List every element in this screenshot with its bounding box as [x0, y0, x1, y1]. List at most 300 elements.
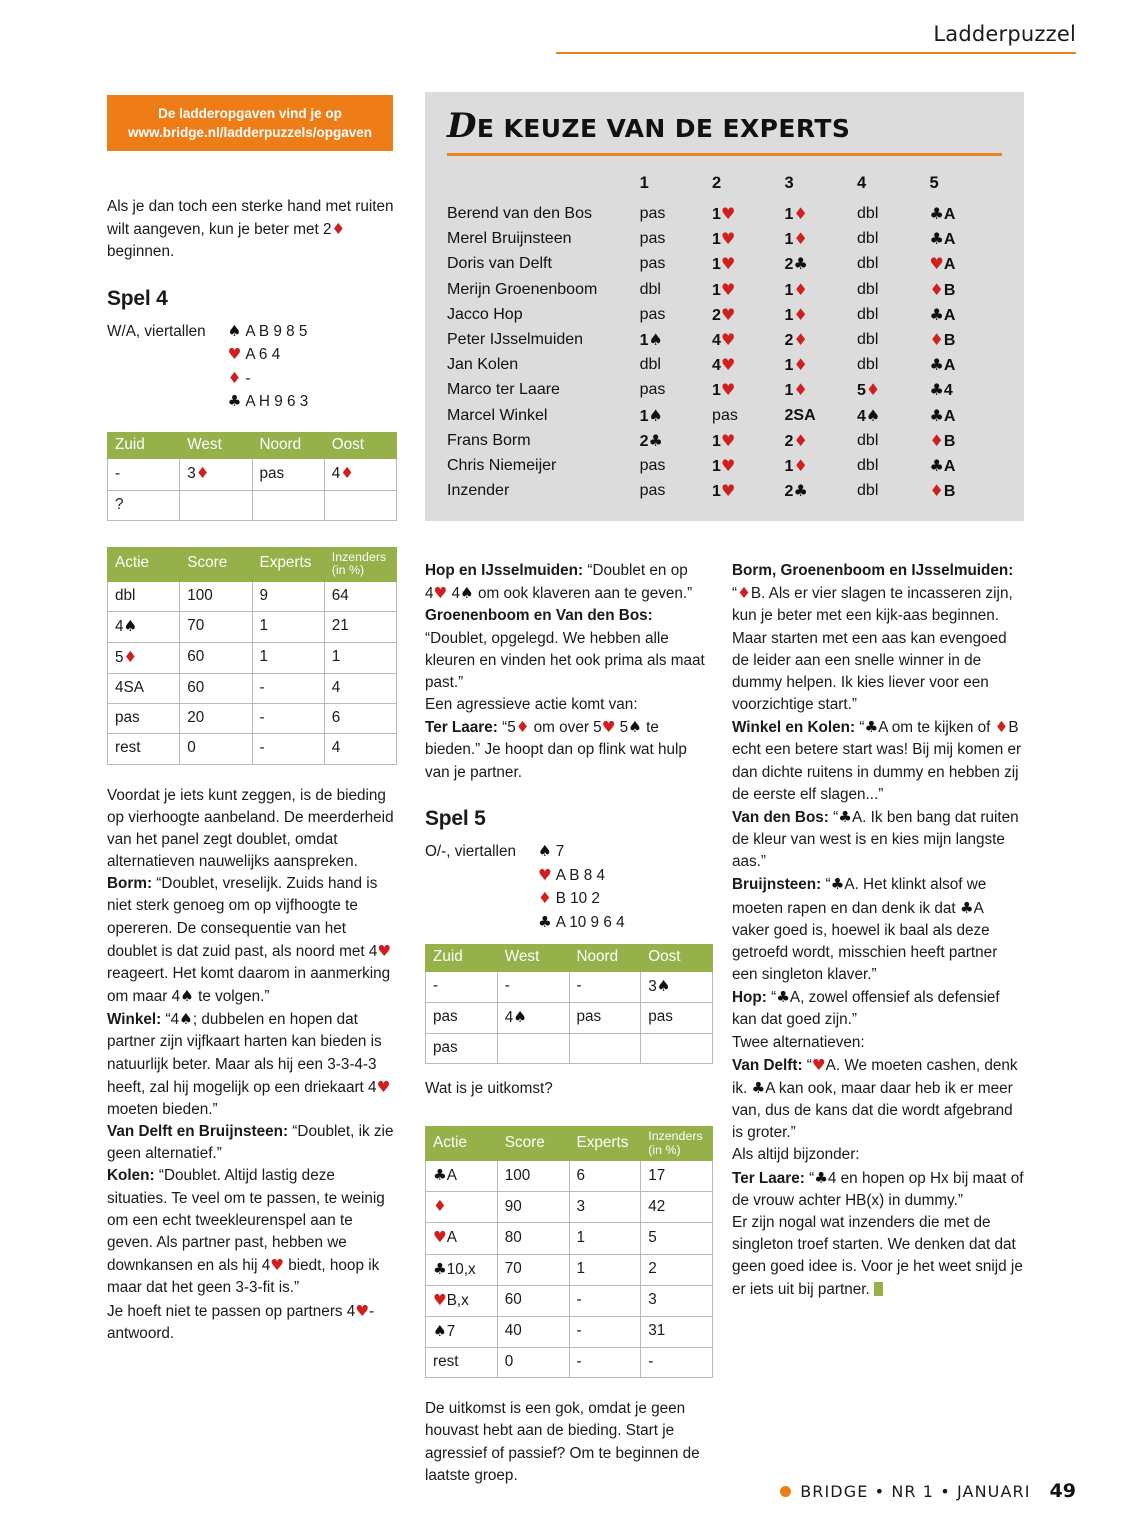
- expert-name: Inzender: [447, 482, 510, 500]
- quote-text-vandenbos: “♣A. Ik ben bang dat ruiten de kleur van west is en kies mijn langste aas.”: [732, 807, 1019, 871]
- table-cell: -: [252, 734, 324, 764]
- table-cell: pas: [426, 1033, 498, 1063]
- expert-bid-2: 1♥: [712, 380, 736, 400]
- spel5-title: Spel 5: [425, 806, 486, 830]
- quote-speaker-vandelft: Van Delft en Bruijnsteen:: [107, 1123, 289, 1141]
- expert-bid-1: dbl: [639, 356, 661, 374]
- table-cell: 4♠: [108, 611, 180, 642]
- quote-speaker-hop: Hop:: [732, 989, 767, 1007]
- table-cell: 1: [252, 642, 324, 673]
- quote-text-terlaare: “5♦ om over 5♥ 5♠ te bieden.” Je hoopt dan op flink wat hulp van je partner.: [425, 718, 687, 781]
- expert-name: Merijn Groenenboom: [447, 280, 598, 298]
- experts-panel-title: [425, 92, 1024, 146]
- heart-icon: ♥: [537, 865, 552, 884]
- table-row: [426, 1002, 713, 1033]
- expert-bid-1: pas: [639, 255, 666, 273]
- table-cell: -: [426, 971, 498, 1002]
- expert-name: Jacco Hop: [447, 305, 523, 323]
- table-cell: 4♦: [324, 459, 396, 490]
- score-col-inzenders: [324, 547, 396, 581]
- expert-bid-4: dbl: [857, 431, 879, 449]
- mid-quote-hop: [425, 560, 713, 605]
- table-cell: pas: [108, 704, 180, 734]
- heart-icon: ♥: [227, 345, 242, 364]
- expert-bid-3: 1♦: [784, 229, 808, 249]
- expert-bid-1: 2♣: [639, 430, 663, 450]
- table-cell: pas: [641, 1002, 713, 1033]
- right-quote-vandelft: [732, 1054, 1024, 1145]
- expert-bid-3: 2SA: [784, 406, 816, 424]
- experts-col-name: [447, 174, 640, 202]
- table-cell: rest: [426, 1348, 498, 1378]
- experts-col-2: 2: [712, 173, 722, 192]
- table-row: [426, 1033, 713, 1063]
- expert-bid-5: ♥A: [929, 254, 956, 274]
- expert-bid-1: pas: [639, 205, 666, 223]
- quote-speaker-winkel: Winkel:: [107, 1011, 162, 1029]
- table-header-row: [108, 547, 397, 581]
- spel5-hand-diagram: [425, 840, 713, 934]
- right-lead-in-2: Als altijd bijzonder:: [732, 1146, 860, 1164]
- quote-speaker-borm: Borm:: [107, 875, 153, 893]
- expert-bid-5: ♦B: [929, 430, 956, 450]
- table-cell: 70: [497, 1254, 569, 1285]
- inzenders-line-1: Inzenders: [648, 1129, 703, 1144]
- spel5-score-table: [425, 1126, 713, 1378]
- experts-table-header-row: [447, 174, 1002, 202]
- end-of-article-mark: [874, 1282, 883, 1296]
- experts-row: [447, 353, 1002, 378]
- expert-bid-2: pas: [712, 406, 738, 424]
- expert-bid-3: 2♣: [784, 481, 808, 501]
- spel4-hand-diagram: [107, 320, 397, 414]
- table-cell: 60: [180, 674, 252, 704]
- quote-text-vandelft: “Doublet, ik zie geen alternatief.”: [107, 1123, 394, 1163]
- left-para-1: Voordat je iets kunt zeggen, is de bieding op vierhoogte aanbeland. De meerderheid van het panel zegt doublet, omdat alternatieven nauwelijks aanspreken.: [107, 786, 394, 871]
- spel5-spades: 7: [555, 843, 565, 861]
- quote-text-kolen: “Doublet. Altijd lastig deze situaties. Te veel om te passen, te weinig om een echt tweekleurenspel aan te geven. Als partner past, hebben we downkansen en als hij 4♥ biedt, hoop ik maar dat het geen 3-3-fit is.”: [107, 1167, 385, 1297]
- experts-row: [447, 302, 1002, 327]
- right-quote-winkel: [732, 716, 1024, 806]
- spel4-spades: A B 9 8 5: [245, 322, 308, 340]
- table-cell: 1: [569, 1254, 641, 1285]
- expert-name: Merel Bruijnsteen: [447, 230, 572, 248]
- expert-bid-4: dbl: [857, 456, 879, 474]
- spel5-hearts: A B 8 4: [555, 866, 606, 884]
- footer-text: BRIDGE • NR 1 • JANUARI: [800, 1481, 1031, 1501]
- right-quote-terlaare: [732, 1167, 1024, 1212]
- expert-bid-1: pas: [639, 305, 666, 323]
- table-cell: 60: [180, 642, 252, 673]
- spade-icon: ♠: [537, 842, 552, 861]
- left-intro: Als je dan toch een sterke hand met ruiten wilt aangeven, kun je beter met 2♦ beginnen.: [107, 198, 394, 261]
- spel4-diamonds: -: [245, 369, 251, 387]
- quote-text-hop: “♣A, zowel offensief als defensief kan dat goed zijn.”: [732, 988, 1000, 1029]
- expert-bid-2: 1♥: [712, 229, 736, 249]
- expert-bid-5: ♣A: [929, 405, 956, 425]
- table-cell: ♥A: [426, 1223, 498, 1254]
- experts-row: [447, 403, 1002, 428]
- diamond-icon: ♦: [537, 889, 552, 908]
- score-col-score: Score: [497, 1127, 569, 1161]
- expert-bid-4: 5♦: [857, 380, 881, 400]
- score-col-experts: Experts: [569, 1127, 641, 1161]
- expert-bid-4: dbl: [857, 280, 879, 298]
- spel5-clubs-line: [538, 911, 625, 934]
- experts-col-4: 4: [857, 173, 867, 192]
- table-cell: 4: [324, 734, 396, 764]
- expert-bid-5: ♣A: [929, 204, 956, 224]
- expert-bid-5: ♣4: [929, 380, 953, 400]
- table-cell: -: [641, 1348, 713, 1378]
- table-cell: 6: [569, 1161, 641, 1192]
- table-row: [426, 1192, 713, 1223]
- promo-url[interactable]: www.bridge.nl/ladderpuzzels/opgaven: [127, 125, 373, 140]
- table-header-row: [426, 945, 713, 972]
- table-cell: 3♠: [641, 971, 713, 1002]
- spel5-clubs: A 10 9 6 4: [555, 913, 625, 931]
- score-col-score: Score: [180, 547, 252, 581]
- table-row: [426, 1254, 713, 1285]
- table-header-row: [426, 1127, 713, 1161]
- inzenders-line-1: Inzenders: [331, 549, 387, 564]
- expert-name: Marcel Winkel: [447, 406, 548, 424]
- club-icon: ♣: [227, 392, 242, 411]
- expert-bid-2: 2♥: [712, 304, 736, 324]
- table-cell: 60: [497, 1285, 569, 1316]
- table-cell: 3: [569, 1192, 641, 1223]
- expert-bid-2: 1♥: [712, 455, 736, 475]
- table-row: [426, 1285, 713, 1316]
- expert-name: Marco ter Laare: [447, 381, 560, 399]
- score-col-experts: Experts: [252, 547, 324, 581]
- table-cell: -: [252, 674, 324, 704]
- table-cell: 2: [641, 1254, 713, 1285]
- expert-bid-1: dbl: [639, 280, 661, 298]
- quote-speaker-hop: Hop en IJsselmuiden:: [425, 562, 584, 579]
- left-quote-borm: [107, 873, 397, 1008]
- left-quote-winkel: [107, 1008, 397, 1121]
- expert-bid-2: 1♥: [712, 481, 736, 501]
- quote-text-hop: “Doublet en op 4♥ 4♠ om ook klaveren aan te geven.”: [425, 562, 693, 603]
- quote-speaker-bruijnsteen: Bruijnsteen:: [732, 876, 822, 894]
- promo-box: [107, 95, 393, 151]
- page-header: [556, 22, 1076, 54]
- table-cell: ?: [108, 490, 180, 520]
- club-icon: ♣: [537, 912, 552, 931]
- table-row: [108, 459, 397, 490]
- table-cell: pas: [569, 1002, 641, 1033]
- experts-row: [447, 202, 1002, 227]
- table-cell: 1: [252, 611, 324, 642]
- spel5-bidding-table: [425, 944, 713, 1064]
- table-cell: -: [569, 1316, 641, 1347]
- experts-table: [447, 174, 1002, 504]
- table-cell: 5♦: [108, 642, 180, 673]
- spel5-hand-lines: [538, 840, 625, 934]
- experts-row: [447, 479, 1002, 504]
- quote-speaker-terlaare: Ter Laare:: [425, 719, 498, 737]
- experts-row: [447, 327, 1002, 352]
- table-cell: ♥B,x: [426, 1285, 498, 1316]
- score-col-actie: Actie: [108, 547, 180, 581]
- experts-panel: [425, 92, 1024, 521]
- table-col-zuid: Zuid: [108, 432, 180, 459]
- expert-bid-4: 4♠: [857, 405, 881, 425]
- table-cell: [641, 1033, 713, 1063]
- table-cell: 64: [324, 581, 396, 611]
- quote-speaker-kolen: Kolen:: [107, 1167, 155, 1185]
- spel4-diamonds-line: [228, 367, 309, 390]
- table-cell: 4: [324, 674, 396, 704]
- table-cell: 3♦: [180, 459, 252, 490]
- table-cell: rest: [108, 734, 180, 764]
- expert-bid-4: dbl: [857, 482, 879, 500]
- table-cell: ♣A: [426, 1161, 498, 1192]
- table-col-oost: Oost: [324, 432, 396, 459]
- expert-bid-3: 2♣: [784, 254, 808, 274]
- experts-row: [447, 277, 1002, 302]
- spel5-question: Wat is je uitkomst?: [425, 1080, 553, 1098]
- expert-bid-5: ♣A: [929, 455, 956, 475]
- mid-closing: De uitkomst is een gok, omdat je geen houvast hebt aan de bieding. Start je agressief of passief? Om te beginnen de laatste groep.: [425, 1400, 700, 1484]
- table-col-noord: Noord: [252, 432, 324, 459]
- experts-col-3: 3: [784, 173, 794, 192]
- expert-bid-2: 4♥: [712, 330, 736, 350]
- experts-row: [447, 378, 1002, 403]
- column-left: [107, 196, 397, 1345]
- expert-bid-5: ♦B: [929, 279, 956, 299]
- experts-row: [447, 252, 1002, 277]
- diamond-icon: ♦: [227, 368, 242, 387]
- table-col-noord: Noord: [569, 945, 641, 972]
- score-col-inzenders: [641, 1127, 713, 1161]
- spel4-clubs-line: [228, 390, 309, 413]
- expert-bid-2: 1♥: [712, 254, 736, 274]
- table-cell: 80: [497, 1223, 569, 1254]
- left-quote-vandelft: [107, 1121, 397, 1165]
- header-rule: [556, 52, 1076, 54]
- spel5-seat-label: O/-, viertallen: [425, 843, 516, 861]
- right-quote-borm: [732, 560, 1024, 716]
- experts-row: [447, 428, 1002, 453]
- expert-bid-3: 1♦: [784, 204, 808, 224]
- quote-text-borm: “Doublet, vreselijk. Zuids hand is niet sterk genoeg om op vijfhoogte te opereren. De consequentie van het doublet is dat zuid past, als noord met 4♥ reageert. Het komt daarom in aanmerking om maar 4♠ te volgen.”: [107, 875, 392, 1006]
- table-col-zuid: Zuid: [426, 945, 498, 972]
- expert-bid-1: pas: [639, 381, 666, 399]
- table-cell: 31: [641, 1316, 713, 1347]
- quote-text-winkel-kolen: “♣A om te kijken of ♦B echt een betere start was! Bij mij komen er dan dichte ruitens in dummy en hebben zij de eerste elf slagen...”: [732, 718, 1022, 803]
- table-cell: 90: [497, 1192, 569, 1223]
- expert-bid-2: 1♥: [712, 430, 736, 450]
- mid-quote-terlaare: [425, 716, 713, 784]
- spel4-score-table: [107, 547, 397, 765]
- table-cell: -: [569, 1348, 641, 1378]
- experts-title-rule: [447, 153, 1002, 156]
- table-cell: -: [569, 971, 641, 1002]
- quote-speaker-vandelft: Van Delft:: [732, 1056, 803, 1074]
- table-cell: 5: [641, 1223, 713, 1254]
- table-row: [108, 734, 397, 764]
- page-title: Ladderpuzzel: [933, 22, 1076, 46]
- table-row: [108, 581, 397, 611]
- experts-col-1: 1: [639, 173, 649, 192]
- spade-icon: ♠: [227, 321, 242, 340]
- quote-speaker-borm-group: Borm, Groenenboom en IJsselmuiden:: [732, 562, 1014, 579]
- table-col-west: West: [497, 945, 569, 972]
- expert-bid-5: ♣A: [929, 304, 956, 324]
- table-row: [108, 642, 397, 673]
- table-header-row: [108, 432, 397, 459]
- table-cell: 42: [641, 1192, 713, 1223]
- table-cell: 6: [324, 704, 396, 734]
- expert-bid-5: ♣A: [929, 355, 956, 375]
- spel4-bidding-table: [107, 432, 397, 521]
- table-row: [108, 490, 397, 520]
- experts-title-dropcap: D: [447, 106, 477, 146]
- table-col-west: West: [180, 432, 252, 459]
- left-closing: Je hoeft niet te passen op partners 4♥-antwoord.: [107, 1301, 375, 1342]
- table-row: [108, 704, 397, 734]
- expert-name: Peter IJsselmuiden: [447, 331, 584, 349]
- table-cell: 1: [569, 1223, 641, 1254]
- table-cell: ♦: [426, 1192, 498, 1223]
- expert-bid-5: ♦B: [929, 330, 956, 350]
- table-row: [426, 1316, 713, 1347]
- expert-bid-3: 2♦: [784, 430, 808, 450]
- table-cell: 20: [180, 704, 252, 734]
- table-cell: 17: [641, 1161, 713, 1192]
- bullet-dot-icon: [780, 1486, 791, 1497]
- table-cell: -: [497, 971, 569, 1002]
- table-cell: pas: [252, 459, 324, 490]
- table-cell: [180, 490, 252, 520]
- spel5-diamonds-line: [538, 887, 625, 910]
- expert-bid-4: dbl: [857, 356, 879, 374]
- experts-row: [447, 453, 1002, 478]
- inzenders-line-2: (in %): [648, 1142, 681, 1157]
- table-cell: -: [108, 459, 180, 490]
- right-quote-hop: [732, 986, 1024, 1031]
- expert-bid-4: dbl: [857, 305, 879, 323]
- mid-quote-groenenboom: [425, 605, 713, 694]
- table-row: [108, 611, 397, 642]
- expert-bid-2: 1♥: [712, 204, 736, 224]
- table-cell: 21: [324, 611, 396, 642]
- quote-speaker-terlaare: Ter Laare:: [732, 1169, 805, 1187]
- promo-line-1: De ladderopgaven vind je op: [158, 105, 342, 121]
- expert-bid-4: dbl: [857, 331, 879, 349]
- expert-bid-1: pas: [639, 230, 666, 248]
- table-cell: [569, 1033, 641, 1063]
- table-cell: ♠7: [426, 1316, 498, 1347]
- table-cell: 1: [324, 642, 396, 673]
- table-cell: pas: [426, 1002, 498, 1033]
- expert-name: Jan Kolen: [447, 356, 519, 374]
- expert-name: Doris van Delft: [447, 255, 552, 273]
- inzenders-line-2: (in %): [331, 563, 365, 578]
- table-row: [426, 1348, 713, 1378]
- table-row: [426, 1223, 713, 1254]
- spel4-spades-line: [228, 320, 309, 343]
- table-cell: -: [252, 704, 324, 734]
- expert-bid-3: 1♦: [784, 455, 808, 475]
- spel4-hand-lines: [228, 320, 309, 414]
- table-cell: 3: [641, 1285, 713, 1316]
- expert-bid-3: 1♦: [784, 304, 808, 324]
- spel4-seat-label: W/A, viertallen: [107, 322, 206, 340]
- expert-bid-1: pas: [639, 482, 666, 500]
- table-cell: 100: [497, 1161, 569, 1192]
- expert-bid-3: 2♦: [784, 330, 808, 350]
- table-cell: [497, 1033, 569, 1063]
- spel5-hearts-line: [538, 864, 625, 887]
- page-number: 49: [1049, 1480, 1076, 1502]
- quote-text-borm-group: “♦B. Als er vier slagen te incasseren zijn, kun je beter met een kijk-aas beginnen. Maar starten met een aas kan evengoed de leider aan een snelle winner in de dummy helpen. Ik kies liever voor een voorzichtige start.”: [732, 584, 1013, 714]
- left-quote-kolen: [107, 1165, 397, 1299]
- right-quote-bos: [732, 806, 1024, 874]
- right-lead-in-1: Twee alternatieven:: [732, 1033, 865, 1051]
- expert-name: Berend van den Bos: [447, 205, 592, 223]
- spel4-hearts-line: [228, 343, 309, 366]
- expert-bid-1: pas: [639, 456, 666, 474]
- table-cell: 100: [180, 581, 252, 611]
- expert-name: Chris Niemeijer: [447, 456, 557, 474]
- experts-col-5: 5: [929, 173, 939, 192]
- table-col-oost: Oost: [641, 945, 713, 972]
- table-cell: 4SA: [108, 674, 180, 704]
- expert-bid-1: 1♠: [639, 405, 663, 425]
- expert-bid-1: 1♠: [639, 330, 663, 350]
- quote-speaker-vandenbos: Van den Bos:: [732, 808, 829, 826]
- column-middle: [425, 560, 713, 1487]
- table-row: [426, 1161, 713, 1192]
- expert-bid-5: ♦B: [929, 481, 956, 501]
- expert-bid-2: 1♥: [712, 279, 736, 299]
- spel5-diamonds: B 10 2: [555, 890, 600, 908]
- quote-text-bruijnsteen: “♣A. Het klinkt alsof we moeten rapen en dan denk ik dat ♣A vaker goed is, hoewel ik baal als deze getroefd wordt, misschien heeft partner een singleton klaver.”: [732, 875, 998, 984]
- spel5-spades-line: [538, 840, 625, 863]
- table-cell: 9: [252, 581, 324, 611]
- expert-bid-2: 4♥: [712, 355, 736, 375]
- table-cell: 0: [497, 1348, 569, 1378]
- page-footer: [780, 1480, 1076, 1502]
- table-row: [108, 674, 397, 704]
- quote-speaker-groenenboom: Groenenboom en Van den Bos:: [425, 607, 653, 625]
- table-cell: ♣10,x: [426, 1254, 498, 1285]
- experts-row: [447, 227, 1002, 252]
- quote-speaker-winkel-kolen: Winkel en Kolen:: [732, 719, 856, 737]
- table-cell: 0: [180, 734, 252, 764]
- table-cell: dbl: [108, 581, 180, 611]
- quote-text-terlaare: “♣4 en hopen op Hx bij maat of de vrouw achter HB(x) in dummy.”: [732, 1168, 1024, 1209]
- expert-name: Frans Borm: [447, 431, 531, 449]
- right-closing: Er zijn nogal wat inzenders die met de singleton troef starten. We denken dat dat geen goed idee is. Voor je het weet snijd je er iets uit bij partner.: [732, 1213, 1023, 1298]
- table-cell: 70: [180, 611, 252, 642]
- experts-title-text: E KEUZE VAN DE EXPERTS: [476, 114, 851, 143]
- table-cell: [324, 490, 396, 520]
- expert-bid-4: dbl: [857, 230, 879, 248]
- mid-lead-in: Een agressieve actie komt van:: [425, 696, 638, 714]
- expert-bid-3: 1♦: [784, 380, 808, 400]
- expert-bid-5: ♣A: [929, 229, 956, 249]
- table-cell: [252, 490, 324, 520]
- expert-bid-4: dbl: [857, 205, 879, 223]
- spel4-hearts: A 6 4: [245, 346, 281, 364]
- score-col-actie: Actie: [426, 1127, 498, 1161]
- expert-bid-3: 1♦: [784, 355, 808, 375]
- table-cell: 40: [497, 1316, 569, 1347]
